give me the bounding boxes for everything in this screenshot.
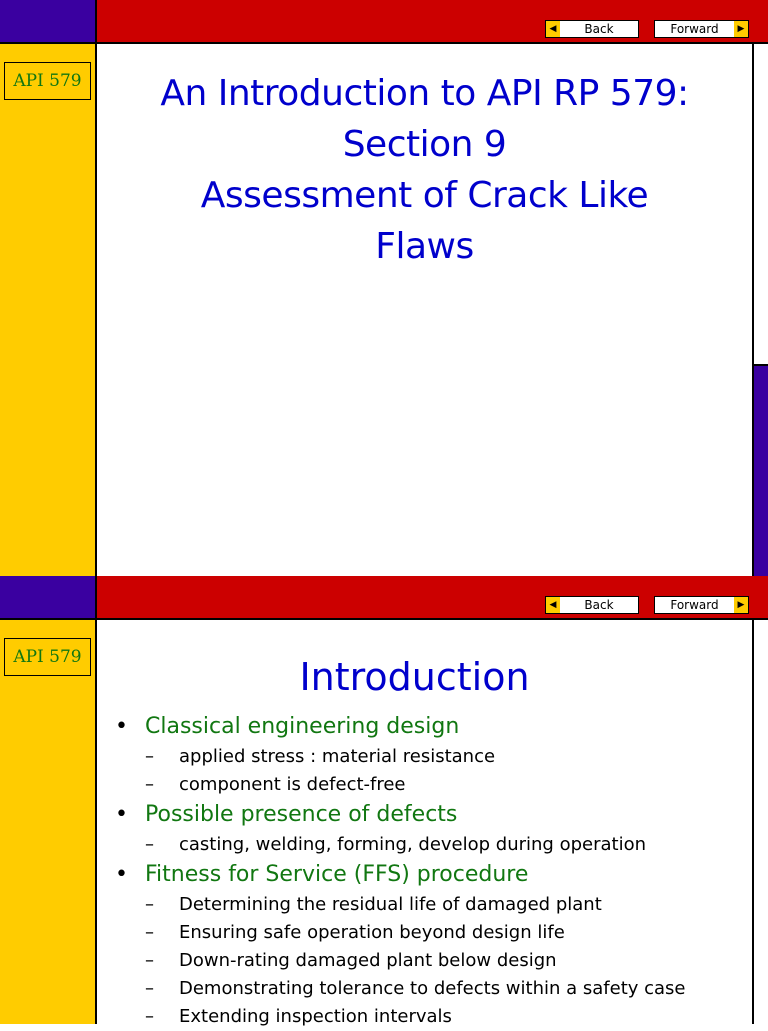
bullet-item	[115, 799, 752, 831]
slide-title	[97, 68, 752, 272]
sub-bullet: – Determining the residual life of damaged plant	[145, 894, 602, 915]
sub-bullet-text: Demonstrating tolerance to defects within a safety case	[179, 978, 686, 999]
bullet-item	[115, 859, 752, 891]
title-line: Section 9	[342, 124, 507, 165]
corner-block	[0, 576, 95, 618]
sidebar	[0, 620, 95, 1024]
sub-bullet: – Down-rating damaged plant below design	[145, 950, 557, 971]
slide-title: Introduction	[299, 655, 530, 699]
corner-block	[0, 0, 95, 42]
sub-bullet: – Extending inspection intervals	[145, 1006, 452, 1027]
arrow-left-icon: ◀	[546, 597, 560, 613]
bullet-item	[115, 711, 752, 743]
forward-button[interactable]	[654, 20, 749, 38]
sub-bullet: – Demonstrating tolerance to defects within a safety case	[145, 978, 686, 999]
sub-bullet-text: component is defect-free	[179, 774, 406, 795]
slide-tag: API 579	[4, 638, 91, 676]
sub-bullet: – Ensuring safe operation beyond design life	[145, 922, 565, 943]
sidebar	[0, 44, 95, 576]
forward-label: Forward	[670, 22, 719, 36]
bullet-text: Classical engineering design	[145, 714, 460, 739]
back-label: Back	[584, 22, 614, 36]
bullet-text: Possible presence of defects	[145, 802, 458, 827]
back-label: Back	[584, 598, 614, 612]
sub-bullet: – applied stress : material resistance	[145, 746, 496, 767]
forward-label: Forward	[670, 598, 719, 612]
arrow-right-icon: ▶	[734, 21, 748, 37]
sub-bullet: – component is defect-free	[145, 774, 406, 795]
title-line: Flaws	[375, 226, 474, 267]
title-line: Assessment of Crack Like	[200, 175, 649, 216]
slide-tag: API 579	[4, 62, 91, 100]
sub-bullet-text: Determining the residual life of damaged plant	[179, 894, 602, 915]
title-line: An Introduction to API RP 579:	[160, 73, 689, 114]
bullet-text: Fitness for Service (FFS) procedure	[145, 862, 529, 887]
back-button[interactable]	[545, 596, 639, 614]
sub-bullet-text: Down-rating damaged plant below design	[179, 950, 557, 971]
sub-bullet: – casting, welding, forming, develop during operation	[145, 834, 646, 855]
right-strip	[754, 620, 768, 1024]
back-button[interactable]	[545, 20, 639, 38]
arrow-right-icon: ▶	[734, 597, 748, 613]
arrow-left-icon: ◀	[546, 21, 560, 37]
sub-bullet-text: casting, welding, forming, develop during operation	[179, 834, 646, 855]
sub-bullet-text: Extending inspection intervals	[179, 1006, 452, 1027]
right-strip-accent	[754, 366, 768, 576]
sub-bullet-text: Ensuring safe operation beyond design life	[179, 922, 565, 943]
sub-bullet-text: applied stress : material resistance	[179, 746, 496, 767]
forward-button[interactable]	[654, 596, 749, 614]
right-strip	[754, 44, 768, 364]
bullet-list	[115, 711, 752, 1031]
